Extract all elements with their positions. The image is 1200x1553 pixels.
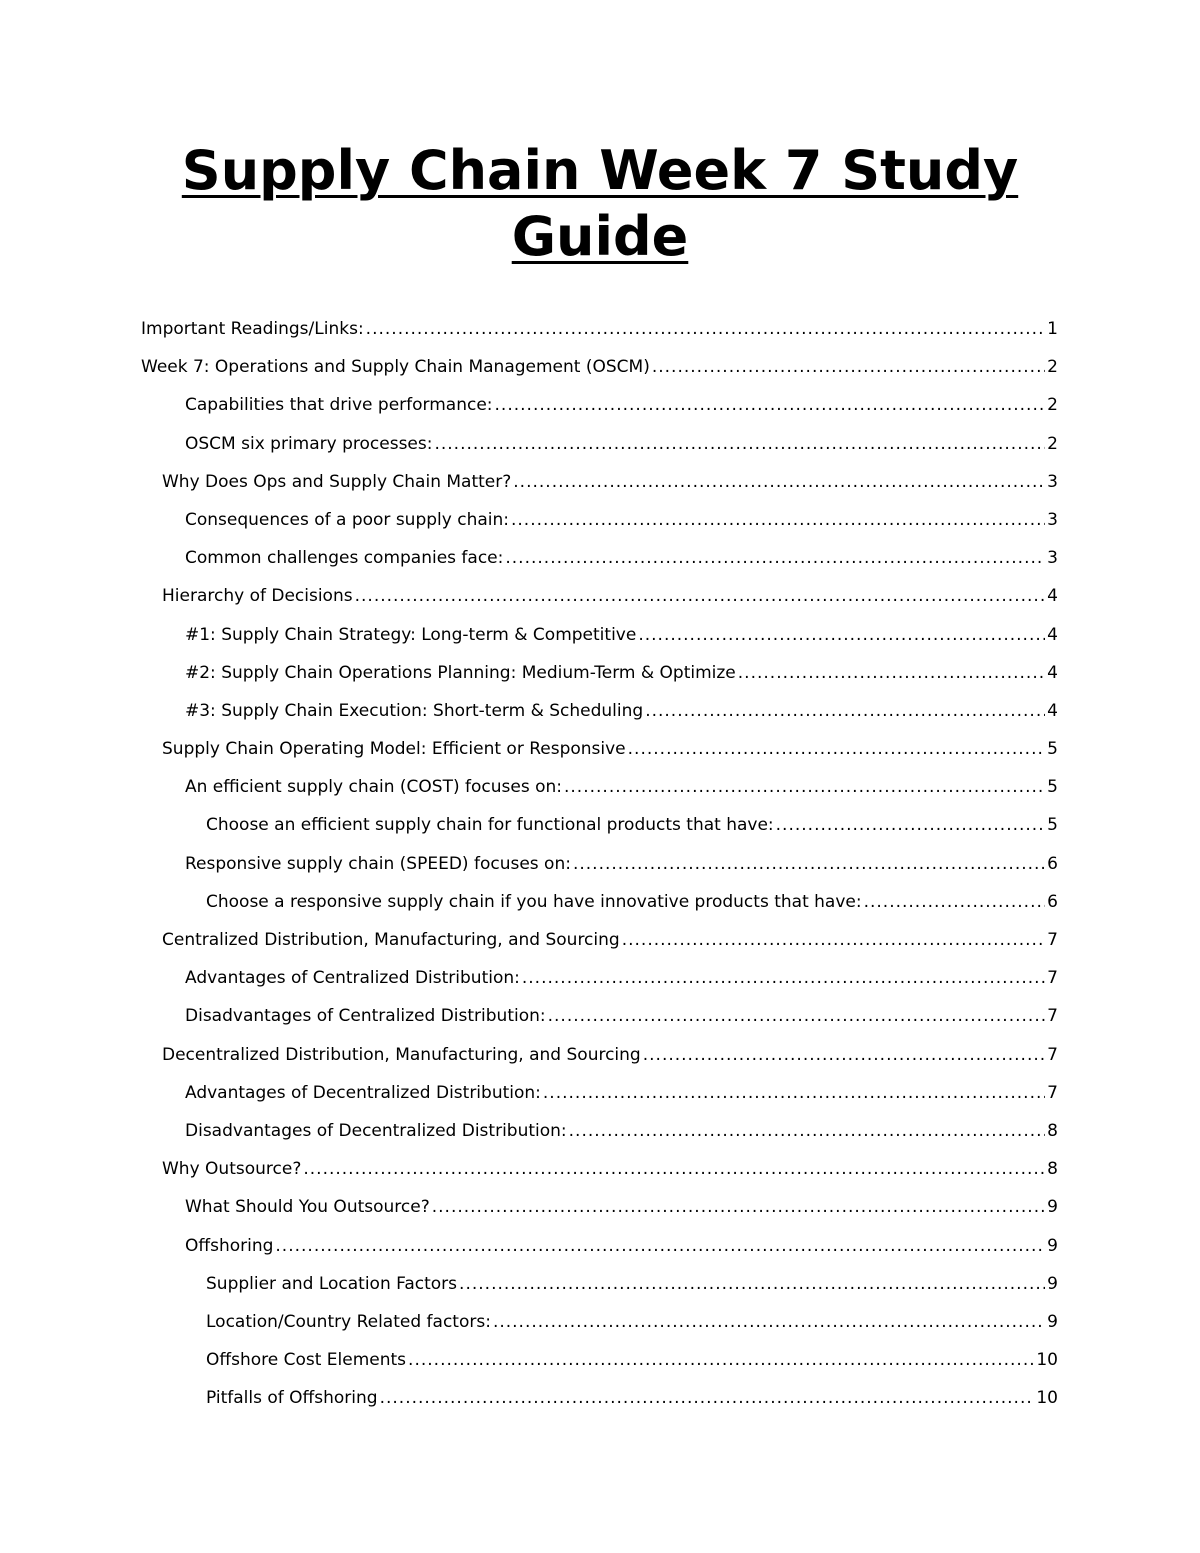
toc-dot-leader	[434, 428, 1045, 460]
toc-page-number: 5	[1047, 739, 1058, 760]
toc-entry[interactable]	[141, 733, 1058, 771]
toc-page-number: 5	[1047, 777, 1058, 798]
toc-dot-leader	[355, 580, 1046, 612]
toc-page-number: 2	[1047, 357, 1058, 378]
toc-entry[interactable]	[141, 1306, 1058, 1344]
toc-dot-leader	[513, 466, 1045, 498]
toc-entry[interactable]	[141, 886, 1058, 924]
toc-entry[interactable]	[141, 1153, 1058, 1191]
toc-entry-text: Disadvantages of Centralized Distribution:	[185, 1006, 546, 1027]
toc-entry[interactable]	[141, 1039, 1058, 1077]
toc-entry[interactable]	[141, 1268, 1058, 1306]
toc-entry-text: An efficient supply chain (COST) focuses on:	[185, 777, 562, 798]
toc-dot-leader	[573, 848, 1045, 880]
toc-entry[interactable]	[141, 619, 1058, 657]
toc-entry[interactable]	[141, 924, 1058, 962]
toc-entry-text: Why Outsource?	[162, 1159, 302, 1180]
toc-page-number: 7	[1047, 1006, 1058, 1027]
toc-entry-text: #1: Supply Chain Strategy: Long-term & Competitive	[185, 624, 637, 645]
toc-entry-text: Supplier and Location Factors	[206, 1273, 458, 1294]
toc-page-number: 3	[1047, 548, 1058, 569]
toc-dot-leader	[638, 619, 1045, 651]
toc-page-number: 4	[1047, 662, 1058, 683]
toc-entry-text: Choose a responsive supply chain if you have innovative products that have:	[206, 891, 862, 912]
toc-entry-text: What Should You Outsource?	[185, 1197, 430, 1218]
toc-page-number: 2	[1047, 433, 1058, 454]
toc-entry[interactable]	[141, 389, 1058, 427]
toc-entry-text: Consequences of a poor supply chain:	[185, 509, 509, 530]
toc-entry-text: #3: Supply Chain Execution: Short-term & Scheduling	[185, 700, 644, 721]
toc-dot-leader	[432, 1191, 1045, 1223]
toc-entry-text: Pitfalls of Offshoring	[206, 1388, 378, 1409]
toc-entry-text: Decentralized Distribution, Manufacturing, and Sourcing	[162, 1044, 641, 1065]
toc-entry-text: Advantages of Centralized Distribution:	[185, 968, 520, 989]
toc-dot-leader	[652, 351, 1045, 383]
toc-dot-leader	[511, 504, 1045, 536]
toc-page-number: 8	[1047, 1159, 1058, 1180]
toc-dot-leader	[366, 313, 1046, 345]
toc-dot-leader	[738, 657, 1045, 689]
toc-entry[interactable]	[141, 1077, 1058, 1115]
toc-entry-text: Offshoring	[185, 1235, 274, 1256]
toc-entry[interactable]	[141, 504, 1058, 542]
table-of-contents	[141, 313, 1058, 1420]
toc-dot-leader	[628, 733, 1046, 765]
toc-entry-text: #2: Supply Chain Operations Planning: Medium-Term & Optimize	[185, 662, 736, 683]
toc-page-number: 9	[1047, 1311, 1058, 1332]
toc-entry-text: Why Does Ops and Supply Chain Matter?	[162, 471, 512, 492]
toc-dot-leader	[275, 1230, 1045, 1262]
toc-entry[interactable]	[141, 1230, 1058, 1268]
toc-entry-text: Supply Chain Operating Model: Efficient or Responsive	[162, 739, 626, 760]
document-title: Supply Chain Week 7 Study Guide	[181, 139, 1019, 268]
toc-dot-leader	[380, 1382, 1035, 1414]
toc-page-number: 7	[1047, 1044, 1058, 1065]
toc-dot-leader	[776, 809, 1046, 841]
toc-entry-text: OSCM six primary processes:	[185, 433, 433, 454]
toc-page-number: 7	[1047, 1082, 1058, 1103]
toc-entry-text: Disadvantages of Decentralized Distribution:	[185, 1120, 567, 1141]
toc-entry-text: Hierarchy of Decisions	[162, 586, 353, 607]
toc-page-number: 4	[1047, 586, 1058, 607]
toc-dot-leader	[569, 1115, 1046, 1147]
toc-entry-text: Offshore Cost Elements	[206, 1350, 407, 1371]
toc-entry-text: Choose an efficient supply chain for functional products that have:	[206, 815, 774, 836]
toc-entry-text: Location/Country Related factors:	[206, 1311, 491, 1332]
toc-page-number: 6	[1047, 853, 1058, 874]
toc-dot-leader	[645, 695, 1045, 727]
toc-page-number: 4	[1047, 624, 1058, 645]
toc-page-number: 9	[1047, 1235, 1058, 1256]
toc-entry-text: Capabilities that drive performance:	[185, 395, 493, 416]
toc-dot-leader	[864, 886, 1046, 918]
toc-dot-leader	[505, 542, 1045, 574]
toc-dot-leader	[622, 924, 1045, 956]
toc-page-number: 1	[1047, 319, 1058, 339]
toc-entry[interactable]	[141, 580, 1058, 618]
toc-page-number: 9	[1047, 1197, 1058, 1218]
toc-entry-text: Week 7: Operations and Supply Chain Management (OSCM)	[141, 357, 650, 378]
toc-page-number: 6	[1047, 891, 1058, 912]
toc-dot-leader	[643, 1039, 1045, 1071]
toc-page-number: 4	[1047, 700, 1058, 721]
toc-entry[interactable]	[141, 1344, 1058, 1382]
toc-entry-text: Common challenges companies face:	[185, 548, 504, 569]
toc-entry[interactable]	[141, 848, 1058, 886]
toc-entry[interactable]	[141, 1191, 1058, 1229]
toc-entry-text: Centralized Distribution, Manufacturing, and Sourcing	[162, 930, 620, 950]
toc-entry-text: Important Readings/Links:	[141, 319, 364, 339]
toc-entry[interactable]	[141, 1115, 1058, 1153]
toc-entry-text: Advantages of Decentralized Distribution:	[185, 1082, 541, 1103]
toc-page-number: 2	[1047, 395, 1058, 416]
toc-dot-leader	[303, 1153, 1045, 1185]
toc-entry[interactable]	[141, 428, 1058, 466]
toc-entry[interactable]	[141, 657, 1058, 695]
toc-entry[interactable]	[141, 1382, 1058, 1420]
toc-page-number: 7	[1047, 968, 1058, 989]
toc-entry[interactable]	[141, 351, 1058, 389]
toc-entry[interactable]	[141, 313, 1058, 351]
toc-entry[interactable]	[141, 962, 1058, 1000]
toc-entry-text: Responsive supply chain (SPEED) focuses on:	[185, 853, 571, 874]
toc-entry[interactable]	[141, 542, 1058, 580]
toc-page-number: 7	[1047, 930, 1058, 950]
toc-entry[interactable]	[141, 771, 1058, 809]
toc-dot-leader	[495, 389, 1046, 421]
toc-page-number: 10	[1036, 1388, 1058, 1409]
toc-dot-leader	[548, 1000, 1046, 1032]
toc-dot-leader	[543, 1077, 1045, 1109]
toc-dot-leader	[493, 1306, 1045, 1338]
toc-entry[interactable]	[141, 1000, 1058, 1038]
toc-dot-leader	[408, 1344, 1034, 1376]
toc-page-number: 3	[1047, 509, 1058, 530]
toc-dot-leader	[522, 962, 1045, 994]
toc-page-number: 8	[1047, 1120, 1058, 1141]
toc-entry[interactable]	[141, 466, 1058, 504]
toc-page-number: 5	[1047, 815, 1058, 836]
toc-dot-leader	[459, 1268, 1045, 1300]
toc-dot-leader	[564, 771, 1045, 803]
toc-page-number: 3	[1047, 471, 1058, 492]
toc-entry[interactable]	[141, 695, 1058, 733]
toc-page-number: 9	[1047, 1273, 1058, 1294]
toc-page-number: 10	[1036, 1350, 1058, 1371]
toc-entry[interactable]	[141, 809, 1058, 847]
